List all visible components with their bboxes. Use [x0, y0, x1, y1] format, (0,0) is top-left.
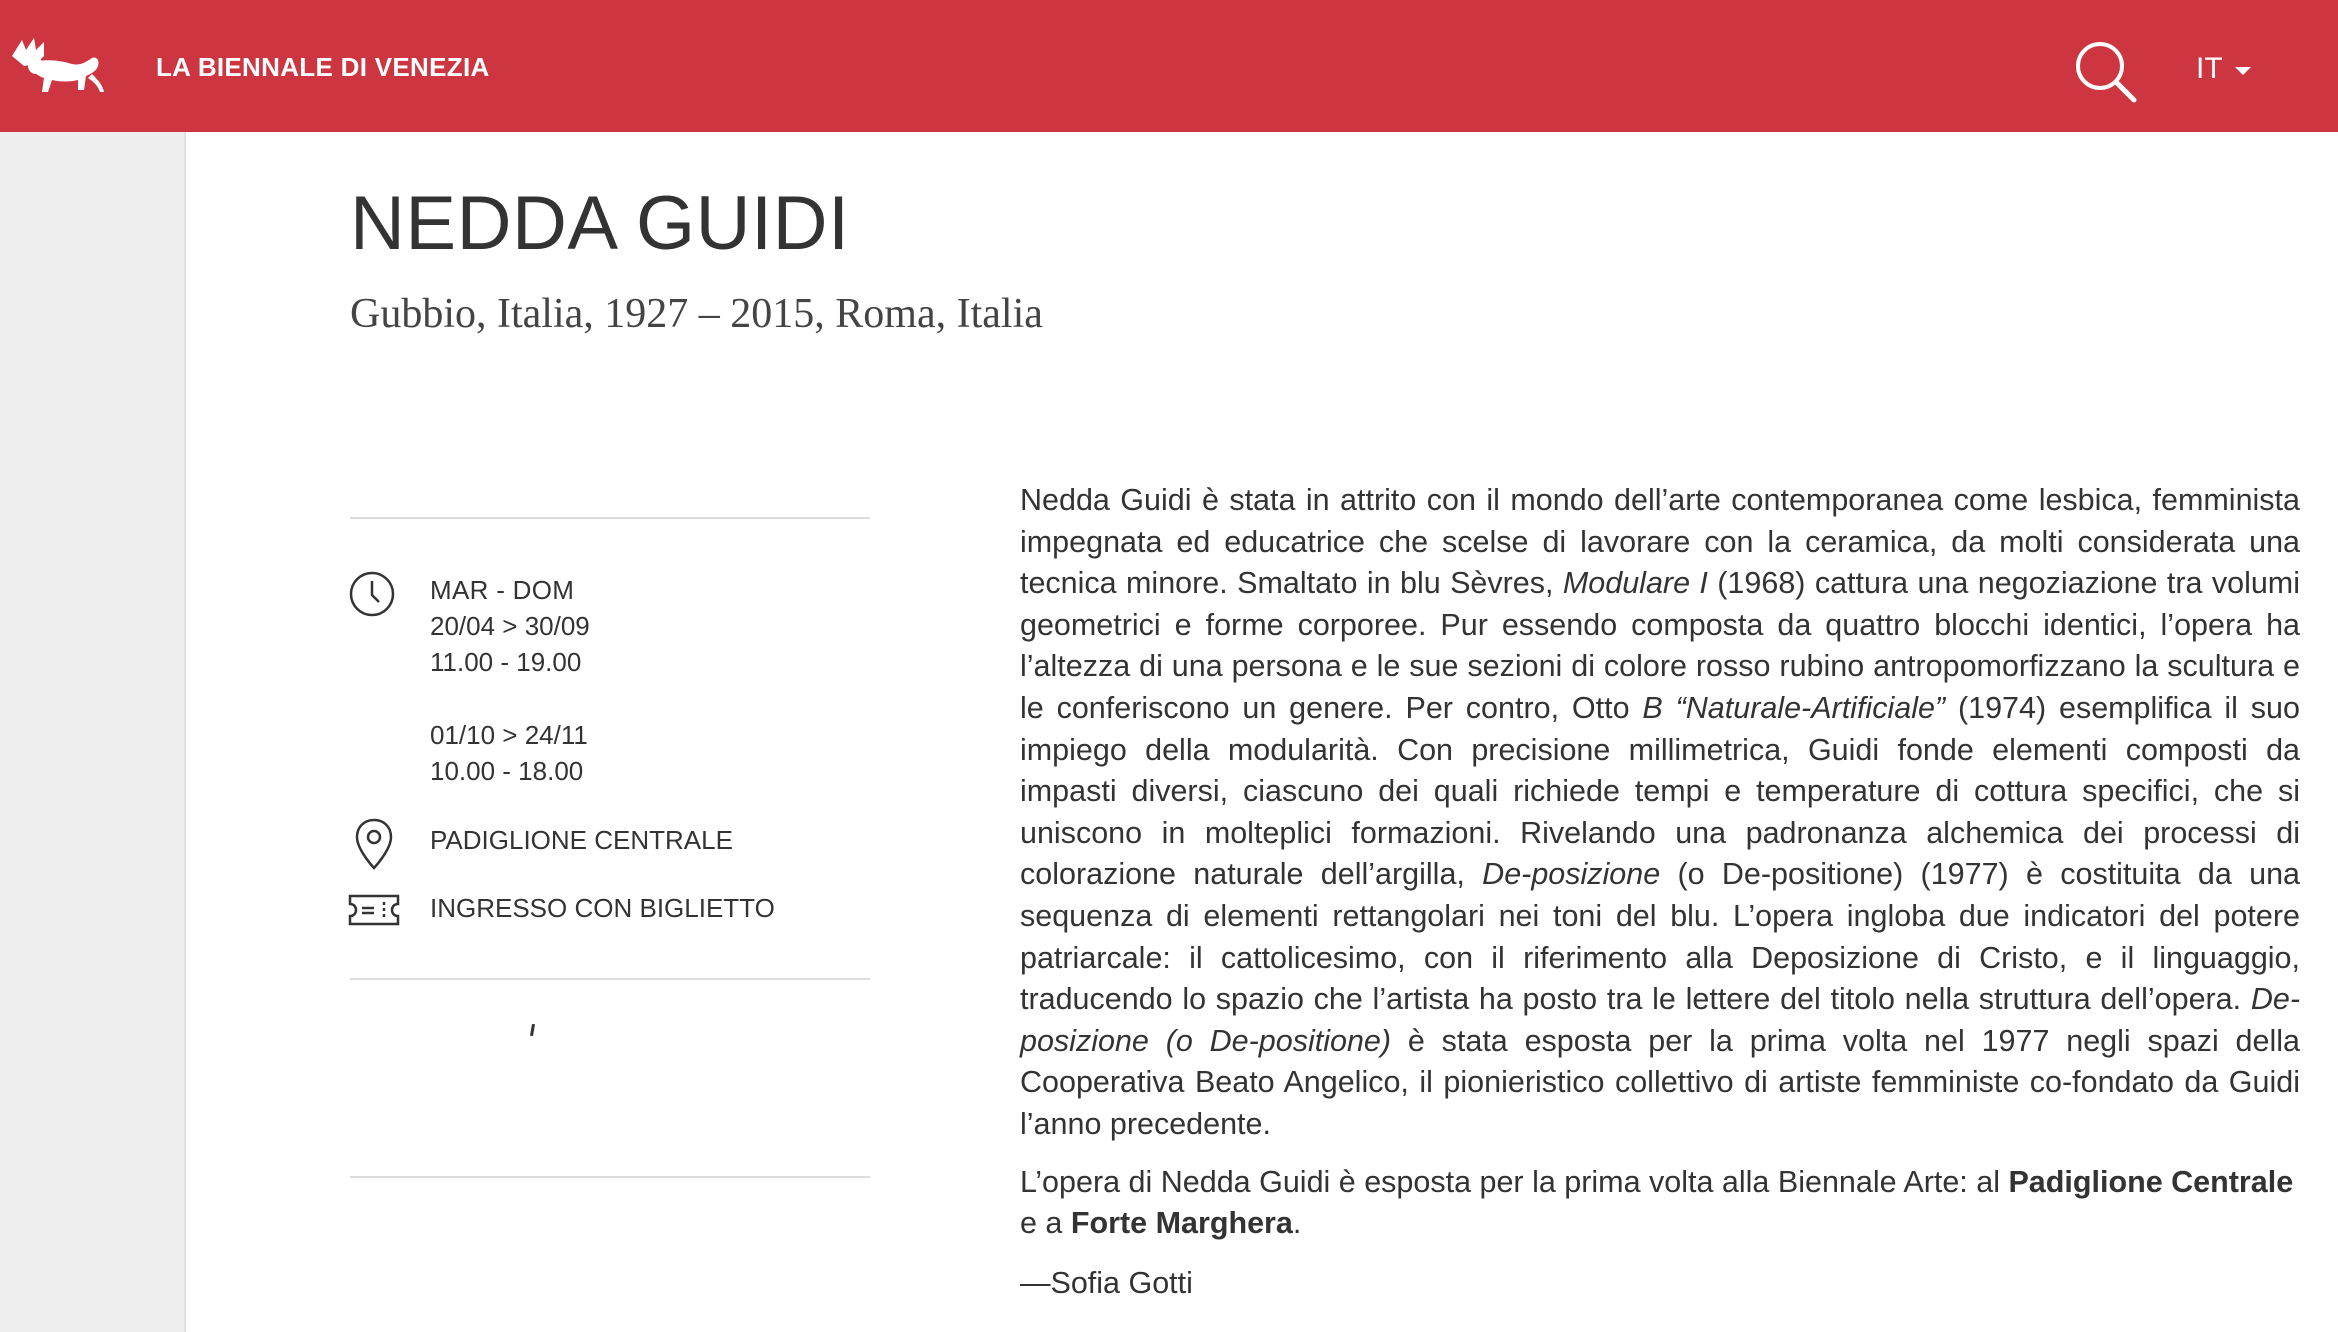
artwork-title: De-posizione (o De-positione)	[1020, 982, 2300, 1058]
divider-top	[350, 517, 870, 519]
top-navigation-bar	[0, 0, 2338, 132]
venue-link-forte-marghera[interactable]: Forte Marghera	[1070, 1206, 1293, 1241]
author-credit: —Sofia Gotti	[1020, 1266, 1193, 1300]
opening-hours	[430, 572, 590, 789]
site-brand[interactable]: LA BIENNALE DI VENEZIA	[156, 52, 490, 82]
description-paragraph-1: Nedda Guidi è stata in attrito con il mondo dell’arte contemporanea come lesbica, femminista impegnata ed educatrice che scelse di lavorare con la ceramica, da molti considerata una tecnica minore. Smaltato in blu Sèvres, Modulare I (1968) cattura una negoziazione tra volumi geometrici e forme corporee. Pur essendo composta da quattro blocchi identici, l’opera ha l’altezza di una persona e le sue sezioni di colore rosso rubino antropomorfizzano la scultura e le conferiscono un genere. Per contro, Otto B “Naturale-Artificiale” (1974) esemplifica il suo impiego della modularità. Con precisione millimetrica, Guidi fonde elementi composti da impasti diversi, ciascuno dei quali richiede tempi e temperature di cottura specifici, che si uniscono in molteplici formazioni. Rivelando una padronanza alchemica dei processi di colorazione naturale dell’argilla, De-posizione (o De-positione) (1977) è costituita da una sequenza di elementi rettangolari nei toni del blu. L’opera ingloba due indicatori del potere patriarcale: il cattolicesimo, con il riferimento alla Deposizione di Cristo, e il linguaggio, traducendo lo spazio che l’artista ha posto tra le lettere del titolo nella struttura dell’opera. De-posizione (o De-positione) è stata esposta per la prima volta nel 1977 negli spazi della Cooperativa Beato Angelico, il pionieristico collettivo di artiste femministe co-fondato da Guidi l’anno precedente.	[1020, 483, 2300, 1141]
divider-middle	[350, 978, 870, 980]
period1-hours: 11.00 - 19.00	[430, 647, 582, 677]
location-pin-icon	[354, 818, 394, 875]
decorative-mark	[530, 1024, 535, 1036]
divider-bottom	[350, 1176, 870, 1178]
artwork-title: De-posizione	[1482, 857, 1661, 892]
search-icon[interactable]	[2072, 38, 2140, 106]
period2-dates: 01/10 > 24/11	[430, 720, 588, 750]
language-label: IT	[2196, 52, 2223, 85]
period1-dates: 20/04 > 30/09	[430, 611, 590, 641]
artist-origin: Gubbio, Italia, 1927 – 2015, Roma, Italia	[350, 291, 1043, 337]
ticket-icon	[348, 894, 400, 931]
left-sidebar	[0, 132, 186, 1332]
artwork-title: Modulare I	[1562, 566, 1708, 601]
chevron-down-icon	[2235, 67, 2251, 75]
venue-link-padiglione[interactable]: Padiglione Centrale	[2008, 1164, 2294, 1199]
language-selector[interactable]	[2196, 52, 2251, 86]
period2-hours: 10.00 - 18.00	[430, 756, 584, 786]
artwork-title: B “Naturale-Artificiale”	[1642, 690, 1946, 725]
opening-days: MAR - DOM	[430, 575, 575, 605]
description-paragraph-2: L’opera di Nedda Guidi è esposta per la prima volta alla Biennale Arte: al Padiglione Centrale e a Forte Marghera.	[1020, 1164, 2294, 1241]
artist-description	[1020, 480, 2300, 1261]
winged-lion-icon[interactable]	[8, 36, 106, 98]
artist-name: NEDDA GUIDI	[350, 181, 850, 266]
clock-icon	[348, 570, 396, 623]
venue-label[interactable]: PADIGLIONE CENTRALE	[430, 825, 733, 855]
ticket-label: INGRESSO CON BIGLIETTO	[430, 893, 775, 923]
